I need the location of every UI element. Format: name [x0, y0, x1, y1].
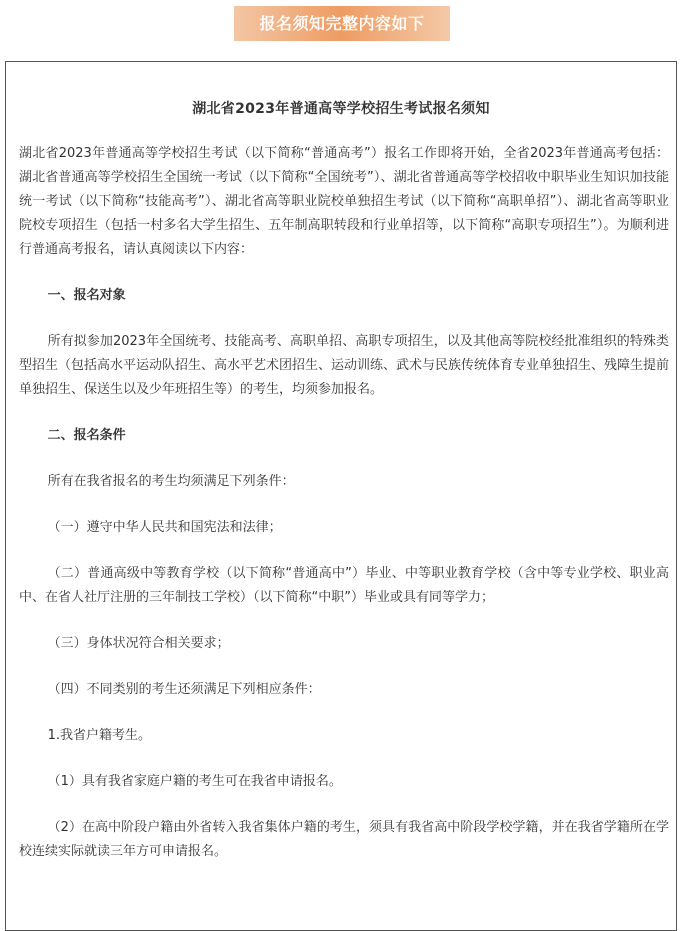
- sub-item-1: （1）具有我省家庭户籍的考生可在我省申请报名。: [47, 774, 342, 789]
- section-paragraph-eligibility: 所有拟参加2023年全国统考、技能高考、高职单招、高职专项招生，以及其他高等院校经批准组织的特殊类型招生（包括高水平运动队招生、高水平艺术团招生、运动训练、武术与民族传统体育专业单独招生、残障生提前单独招生、保送生以及少年班招生等）的考生，均须参加报名。: [19, 334, 670, 397]
- document-body: [19, 142, 669, 886]
- condition-item-4: （四）不同类别的考生还须满足下列相应条件：: [47, 682, 321, 697]
- section-heading-conditions: 二、报名条件: [47, 428, 126, 443]
- sub-item-2: （2）在高中阶段户籍由外省转入我省集体户籍的考生，须具有我省高中阶段学校学籍，并在我省学籍所在学校连续实际就读三年方可申请报名。: [19, 820, 669, 859]
- document-title: 湖北省2023年普通高等学校招生考试报名须知: [192, 101, 490, 117]
- announcement-banner: [234, 6, 450, 41]
- conditions-lead: 所有在我省报名的考生均须满足下列条件：: [47, 474, 295, 489]
- intro-paragraph: 湖北省2023年普通高等学校招生考试（以下简称“普通高考”）报名工作即将开始，全省2023年普通高考包括：湖北省普通高等学校招生全国统一考试（以下简称“全国统考”）、湖北省普通高等学校招收中职毕业生知识加技能统一考试（以下简称“技能高考”）、湖北省高等职业院校单独招生考试（以下简称“高职单招”）、湖北省高等职业院校专项招生（包括一村多名大学生招生、五年制高职转段和行业单招等，以下简称“高职专项招生”）。为顺利进行普通高考报名，请认真阅读以下内容：: [19, 146, 669, 257]
- section-heading-eligibility: 一、报名对象: [47, 288, 126, 303]
- condition-item-1: （一）遵守中华人民共和国宪法和法律；: [47, 520, 282, 535]
- banner-text: 报名须知完整内容如下: [259, 14, 425, 33]
- document-frame: [5, 61, 677, 931]
- sub-heading-local-residents: 1.我省户籍考生。: [47, 728, 151, 743]
- condition-item-2: （二）普通高级中等教育学校（以下简称“普通高中”）毕业、中等职业教育学校（含中等专业学校、职业高中、在省人社厅注册的三年制技工学校）（以下简称“中职”）毕业或具有同等学力；: [19, 566, 669, 605]
- condition-item-3: （三）身体状况符合相关要求；: [47, 636, 230, 651]
